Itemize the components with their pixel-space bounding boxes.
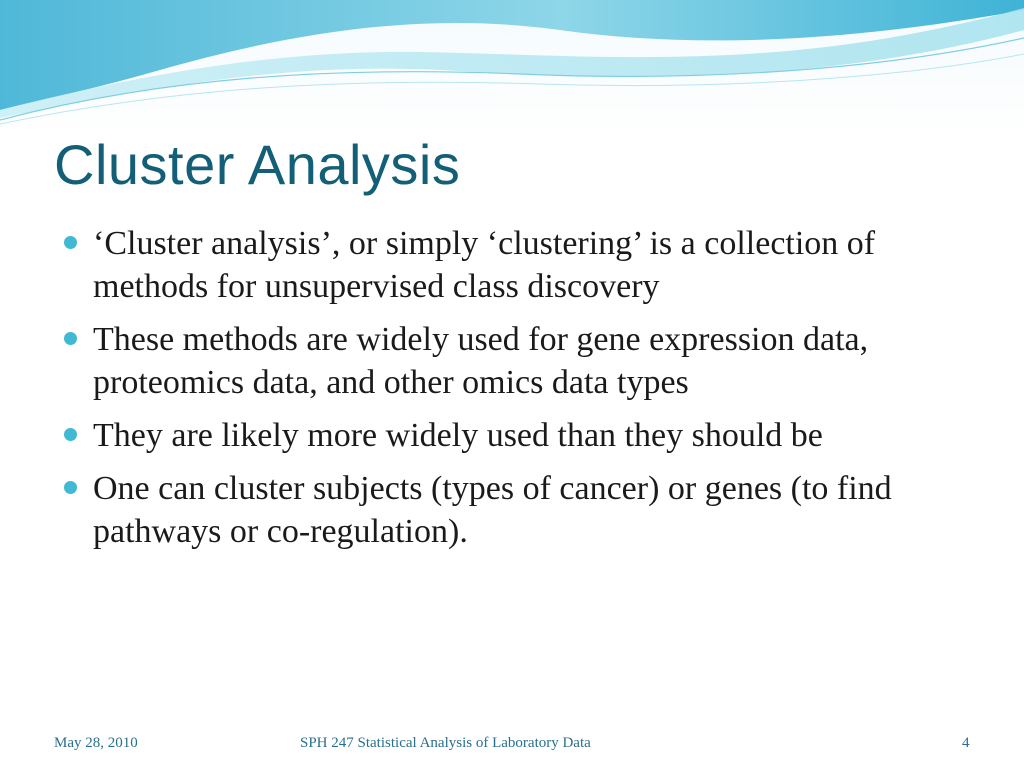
bullet-item (62, 318, 972, 404)
bullet-text: One can cluster subjects (types of cancer) or genes (to find pathways or co-regulation). (93, 470, 892, 550)
header-wave-decoration (0, 0, 1024, 130)
footer-page-number: 4 (962, 735, 970, 751)
bullet-text: These methods are widely used for gene expression data, proteomics data, and other omics data types (93, 321, 869, 401)
bullet-list (62, 222, 972, 563)
bullet-item (62, 222, 972, 308)
bullet-dot-icon (64, 332, 77, 345)
footer-date: May 28, 2010 (54, 735, 138, 751)
bullet-dot-icon (64, 481, 77, 494)
bullet-text: They are likely more widely used than they should be (93, 417, 823, 454)
bullet-text: ‘Cluster analysis’, or simply ‘clustering’ is a collection of methods for unsupervised class discovery (93, 225, 876, 305)
footer-course-title: SPH 247 Statistical Analysis of Laboratory Data (300, 735, 591, 751)
bullet-dot-icon (64, 428, 77, 441)
bullet-item (62, 467, 972, 553)
slide-title: Cluster Analysis (54, 133, 461, 196)
bullet-dot-icon (64, 236, 77, 249)
bullet-item (62, 414, 972, 457)
